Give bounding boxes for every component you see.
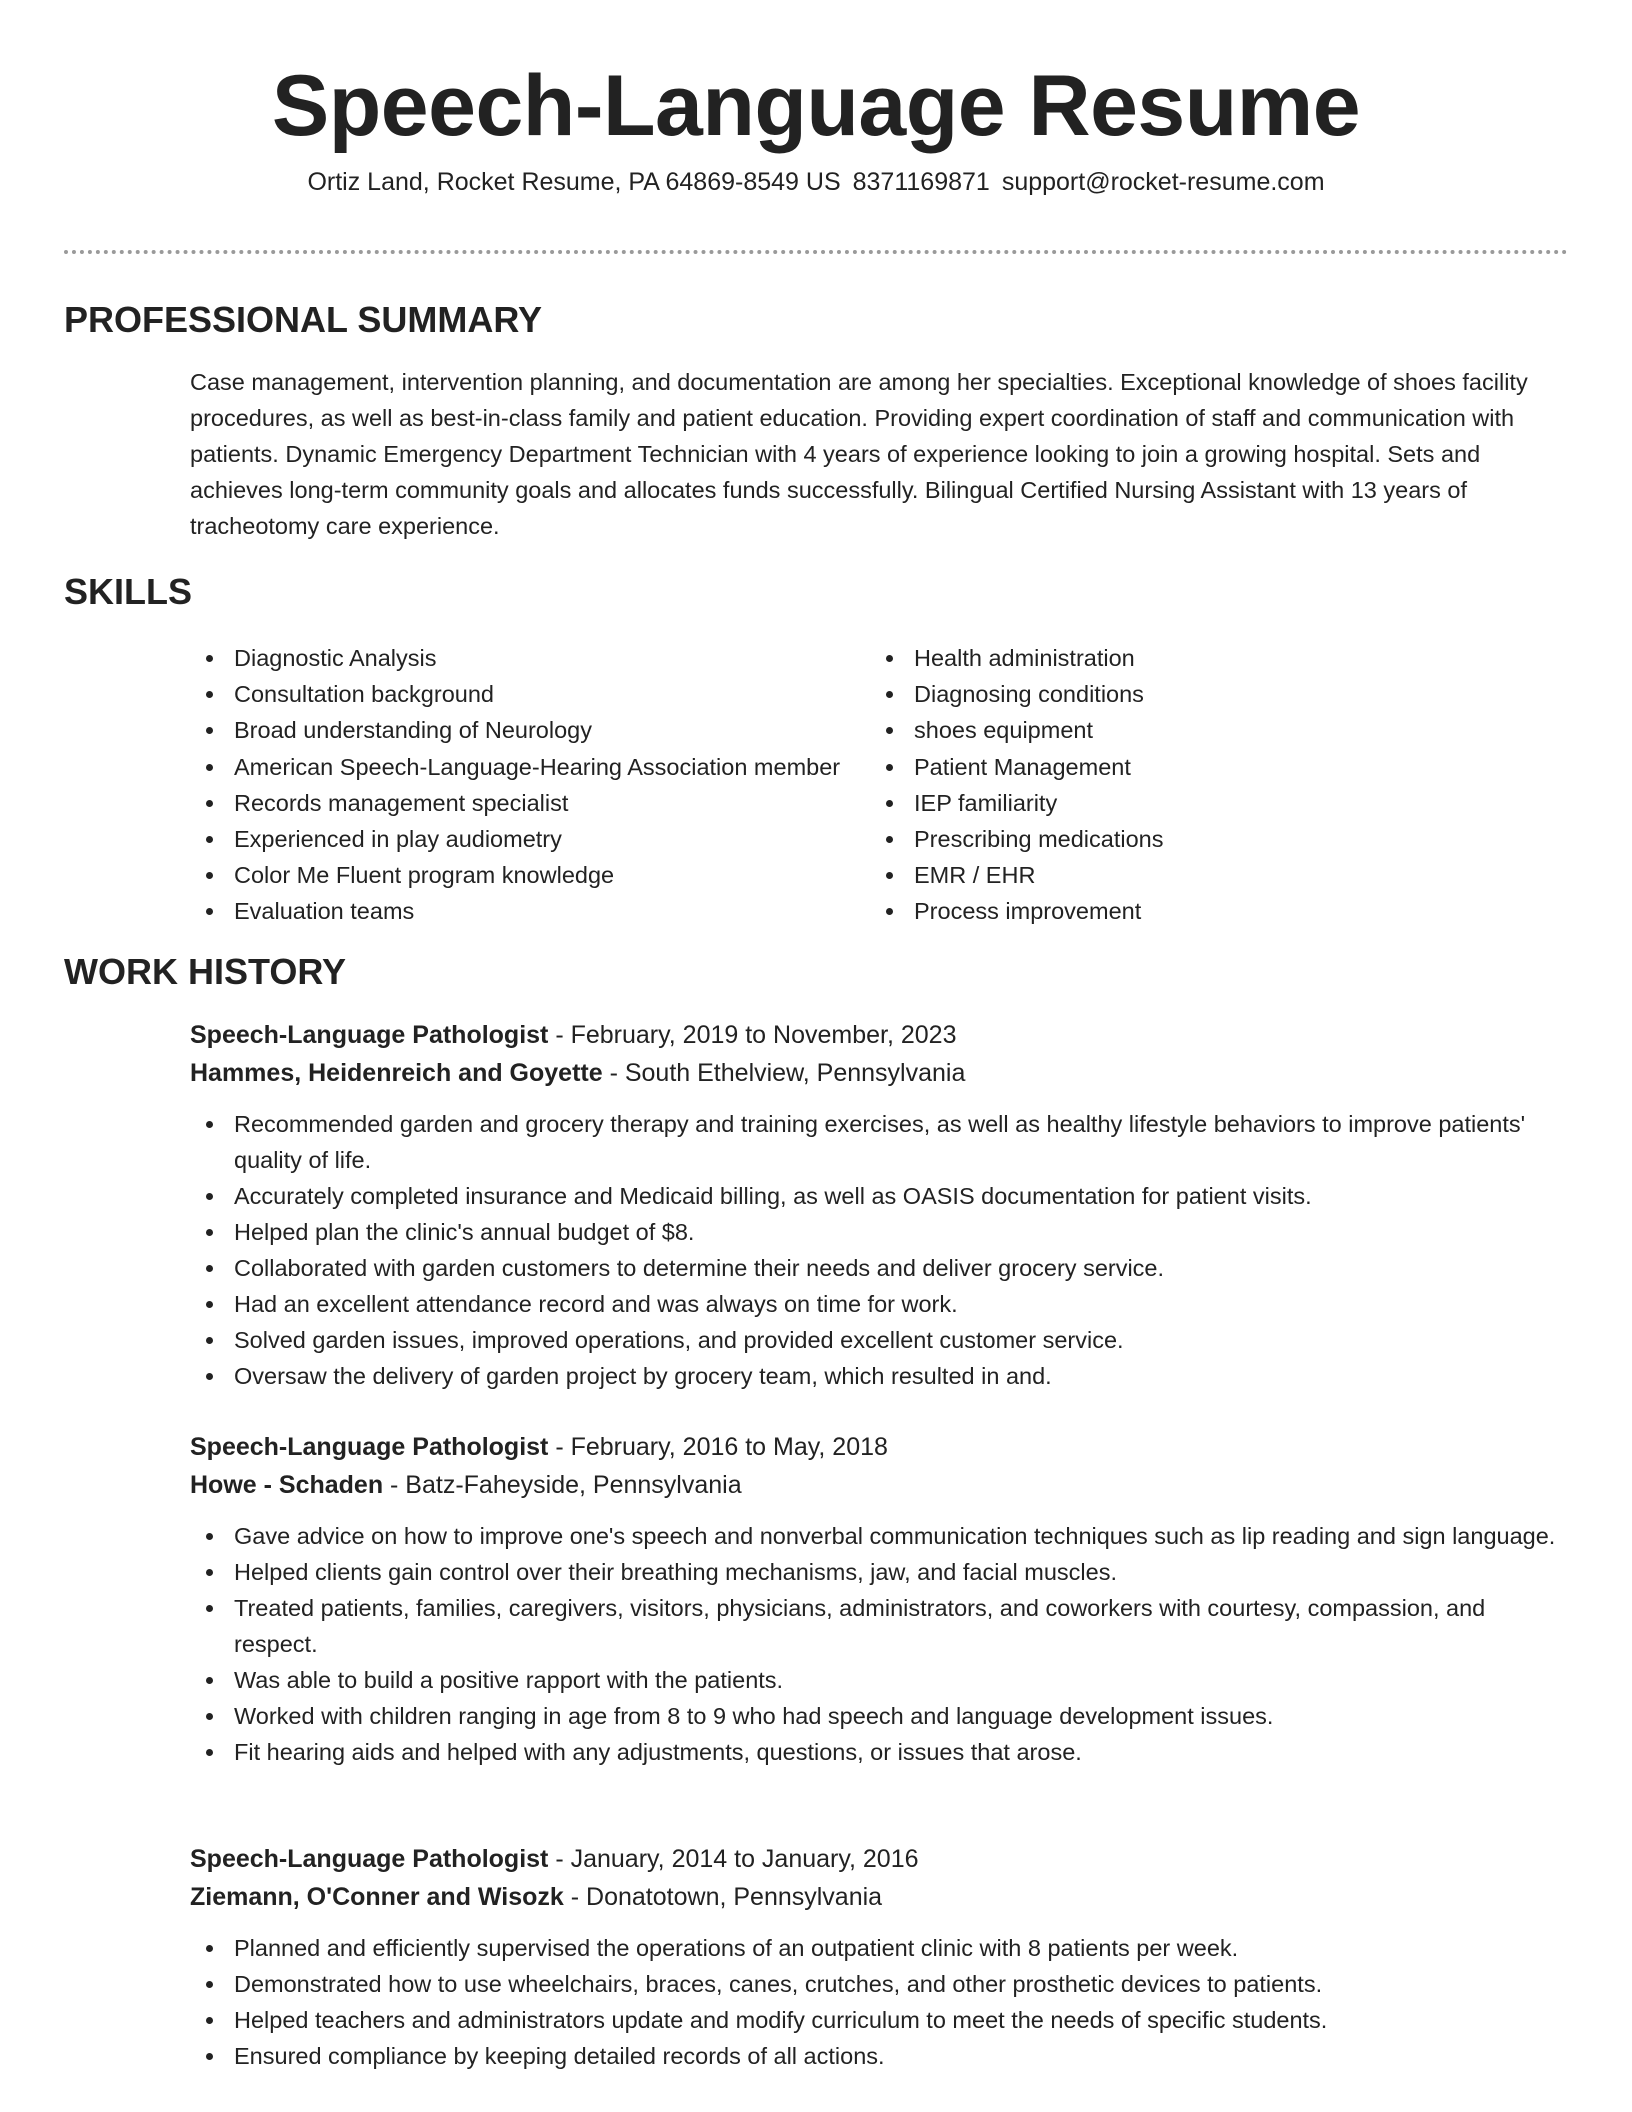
job-entry	[190, 1016, 1568, 1394]
skill-item: Process improvement	[870, 893, 1470, 929]
job-dates: - January, 2014 to January, 2016	[548, 1845, 919, 1873]
skill-item: IEP familiarity	[870, 785, 1470, 821]
job-duties	[190, 1106, 1568, 1394]
skill-item: Patient Management	[870, 749, 1470, 785]
job-role-line	[190, 1840, 1568, 1878]
job-duty: Solved garden issues, improved operations, and provided excellent customer service.	[190, 1322, 1568, 1358]
job-duty: Planned and efficiently supervised the operations of an outpatient clinic with 8 patients per week.	[190, 1930, 1568, 1966]
contact-email[interactable]: support@rocket-resume.com	[1001, 168, 1325, 196]
job-role-line	[190, 1428, 1568, 1466]
job-duty: Helped plan the clinic's annual budget of $8.	[190, 1214, 1568, 1250]
skills-list	[190, 640, 1568, 930]
contact-line	[64, 166, 1568, 198]
job-dates: - February, 2016 to May, 2018	[548, 1433, 888, 1461]
skill-item: Evaluation teams	[190, 893, 870, 929]
job-company-line	[190, 1466, 1568, 1504]
job-role-line	[190, 1016, 1568, 1054]
job-duty: Worked with children ranging in age from 8 to 9 who had speech and language development issues.	[190, 1698, 1568, 1734]
job-duty: Fit hearing aids and helped with any adjustments, questions, or issues that arose.	[190, 1734, 1568, 1770]
job-duty: Helped teachers and administrators update and modify curriculum to meet the needs of specific students.	[190, 2002, 1568, 2038]
skill-item: EMR / EHR	[870, 857, 1470, 893]
job-duty: Was able to build a positive rapport with the patients.	[190, 1662, 1568, 1698]
job-company-line	[190, 1054, 1568, 1092]
skill-item: Broad understanding of Neurology	[190, 712, 870, 748]
job-entry	[190, 1840, 1568, 2074]
job-role: Speech-Language Pathologist	[190, 1845, 549, 1873]
skill-item: American Speech-Language-Hearing Association member	[190, 749, 870, 785]
job-location: - Donatotown, Pennsylvania	[563, 1883, 883, 1911]
skill-item: Records management specialist	[190, 785, 870, 821]
job-location: - South Ethelview, Pennsylvania	[602, 1059, 966, 1087]
summary-text: Case management, intervention planning, and documentation are among her specialties. Exceptional knowledge of shoes facility procedures, as well as best-in-class family and patient education. Providing expert coordination of staff and communication with patients. Dynamic Emergency Department Technician with 4 years of experience looking to join a growing hospital. Sets and achieves long-term community goals and allocates funds successfully. Bilingual Certified Nursing Assistant with 13 years of tracheotomy care experience.	[190, 369, 1528, 539]
skill-item: Color Me Fluent program knowledge	[190, 857, 870, 893]
skills-column-left	[190, 640, 870, 930]
skills-column-right	[870, 640, 1470, 930]
job-role: Speech-Language Pathologist	[190, 1433, 549, 1461]
job-duty: Oversaw the delivery of garden project by grocery team, which resulted in and.	[190, 1358, 1568, 1394]
job-duty: Helped clients gain control over their breathing mechanisms, jaw, and facial muscles.	[190, 1554, 1568, 1590]
job-entry	[190, 1428, 1568, 1770]
skill-item: Experienced in play audiometry	[190, 821, 870, 857]
job-duty: Had an excellent attendance record and was always on time for work.	[190, 1286, 1568, 1322]
header-divider	[64, 250, 1568, 254]
job-company-line	[190, 1878, 1568, 1916]
job-duty: Gave advice on how to improve one's speech and nonverbal communication techniques such as lip reading and sign language.	[190, 1518, 1568, 1554]
job-duty: Ensured compliance by keeping detailed records of all actions.	[190, 2038, 1568, 2074]
job-duties	[190, 1930, 1568, 2074]
job-duty: Treated patients, families, caregivers, visitors, physicians, administrators, and coworkers with courtesy, compassion, and respect.	[190, 1590, 1568, 1662]
job-duty: Demonstrated how to use wheelchairs, braces, canes, crutches, and other prosthetic devices to patients.	[190, 1966, 1568, 2002]
skill-item: Health administration	[870, 640, 1470, 676]
job-duty: Accurately completed insurance and Medicaid billing, as well as OASIS documentation for patient visits.	[190, 1178, 1568, 1214]
work-history-heading: WORK HISTORY	[64, 951, 347, 992]
job-dates: - February, 2019 to November, 2023	[548, 1021, 957, 1049]
job-duties	[190, 1518, 1568, 1770]
skills-heading: SKILLS	[64, 571, 193, 612]
summary-heading: PROFESSIONAL SUMMARY	[64, 299, 543, 340]
resume-title: Speech-Language Resume	[271, 58, 1361, 154]
job-company: Howe - Schaden	[190, 1471, 384, 1499]
skill-item: Consultation background	[190, 676, 870, 712]
skill-item: Diagnosing conditions	[870, 676, 1470, 712]
skill-item: Diagnostic Analysis	[190, 640, 870, 676]
contact-phone: 8371169871	[852, 168, 990, 196]
job-company: Hammes, Heidenreich and Goyette	[190, 1059, 603, 1087]
job-role: Speech-Language Pathologist	[190, 1021, 549, 1049]
job-duty: Recommended garden and grocery therapy and training exercises, as well as healthy lifestyle behaviors to improve patients' quality of life.	[190, 1106, 1568, 1178]
skill-item: shoes equipment	[870, 712, 1470, 748]
skill-item: Prescribing medications	[870, 821, 1470, 857]
job-location: - Batz-Faheyside, Pennsylvania	[383, 1471, 742, 1499]
job-duty: Collaborated with garden customers to determine their needs and deliver grocery service.	[190, 1250, 1568, 1286]
job-company: Ziemann, O'Conner and Wisozk	[190, 1883, 564, 1911]
contact-address: Ortiz Land, Rocket Resume, PA 64869-8549 US	[307, 168, 841, 196]
resume-page	[64, 0, 1568, 2069]
